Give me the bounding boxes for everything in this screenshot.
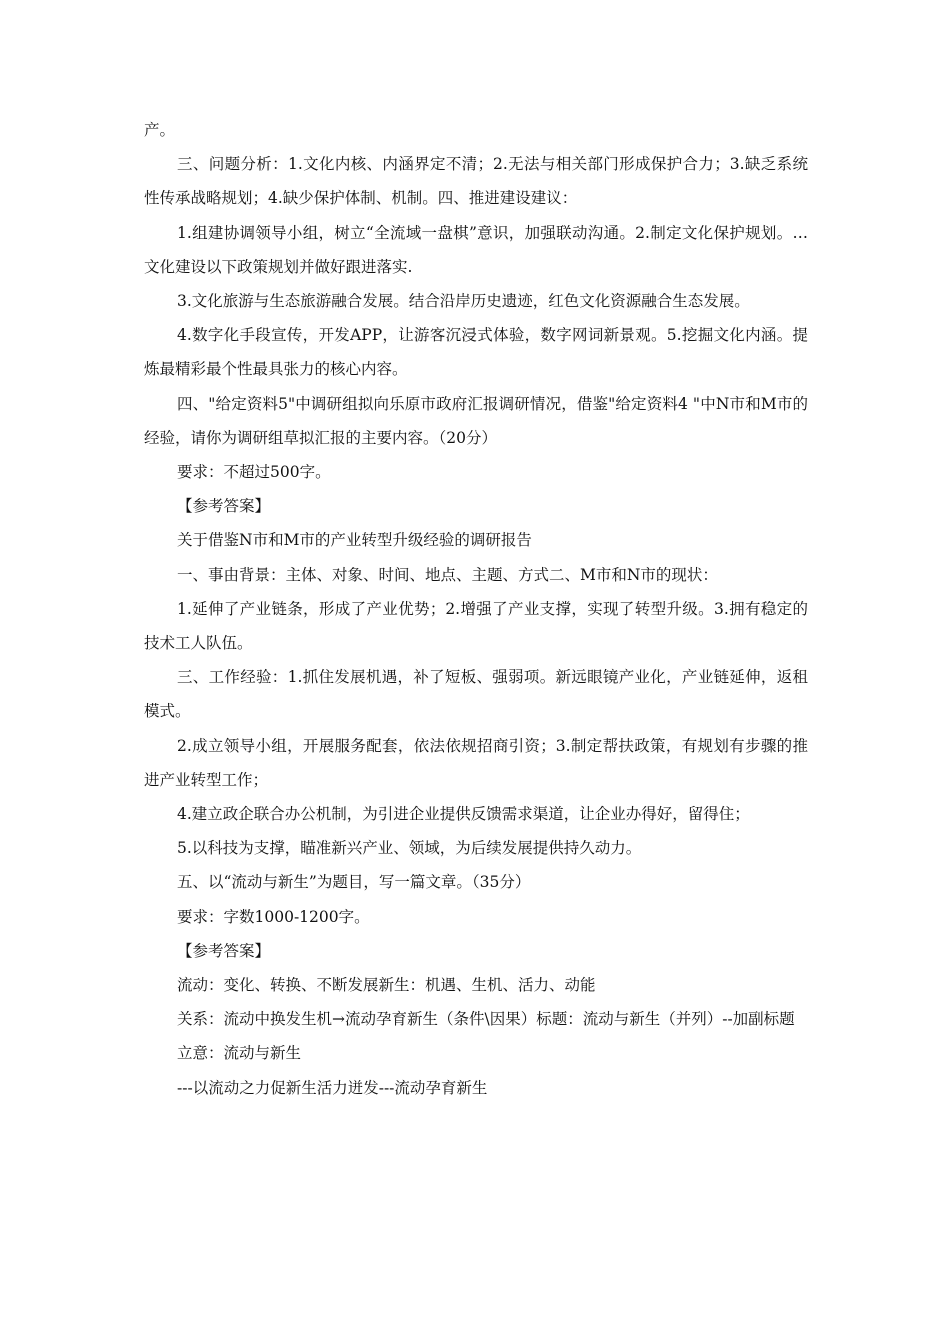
question-paragraph: 五、以“流动与新生”为题目，写一篇文章。（35分） bbox=[177, 873, 531, 892]
requirement-paragraph: 要求：不超过500字。 bbox=[177, 463, 331, 482]
paragraph: ---以流动之力促新生活力迸发---流动孕育新生 bbox=[177, 1078, 488, 1097]
paragraph: 2.成立领导小组，开展服务配套，依法依规招商引资；3.制定帮扶政策，有规划有步骤的推进产业转型工作； bbox=[144, 736, 808, 789]
requirement-paragraph: 要求：字数1000-1200字。 bbox=[177, 907, 370, 926]
paragraph: 关系：流动中换发生机→流动孕育新生（条件\因果）标题：流动与新生（并列）--加副标题 bbox=[177, 1010, 795, 1029]
paragraph: 一、事由背景：主体、对象、时间、地点、主题、方式二、M市和N市的现状： bbox=[177, 565, 718, 584]
paragraph: 4.建立政企联合办公机制，为引进企业提供反馈需求渠道，让企业办得好，留得住； bbox=[177, 805, 750, 824]
paragraph: 立意：流动与新生 bbox=[177, 1044, 302, 1063]
paragraph: 流动：变化、转换、不断发展新生：机遇、生机、活力、动能 bbox=[177, 976, 596, 995]
paragraph: 1.延伸了产业链条，形成了产业优势；2.增强了产业支撑，实现了转型升级。3.拥有稳定的技术工人队伍。 bbox=[144, 599, 808, 653]
paragraph: 5.以科技为支撑，瞄准新兴产业、领域，为后续发展提供持久动力。 bbox=[177, 839, 642, 858]
paragraph: 三、工作经验：1.抓住发展机遇，补了短板、强弱项。新远眼镜产业化，产业链延伸，返租模式。 bbox=[144, 668, 808, 721]
document-body bbox=[144, 113, 808, 1105]
paragraph: 三、问题分析：1.文化内核、内涵界定不清；2.无法与相关部门形成保护合力；3.缺乏系统性传承战略规划；4.缺少保护体制、机制。四、推进建设建议： bbox=[144, 155, 808, 208]
reference-answer-heading: 【参考答案】 bbox=[177, 941, 271, 960]
paragraph: 1.组建协调领导小组，树立“全流域一盘棋”意识，加强联动沟通。2.制定文化保护规划。…文化建设以下政策规划并做好跟进落实. bbox=[144, 223, 808, 276]
reference-answer-heading: 【参考答案】 bbox=[177, 497, 271, 516]
paragraph: 4.数字化手段宣传，开发APP，让游客沉浸式体验，数字网词新景观。5.挖掘文化内涵。提炼最精彩最个性最具张力的核心内容。 bbox=[144, 326, 808, 379]
report-title: 关于借鉴N市和M市的产业转型升级经验的调研报告 bbox=[177, 531, 532, 550]
paragraph: 产。 bbox=[144, 121, 176, 139]
question-paragraph: 四、"给定资料5"中调研组拟向乐原市政府汇报调研情况，借鉴"给定资料4 "中N市和M市的经验，请你为调研组草拟汇报的主要内容。（20分） bbox=[144, 394, 808, 447]
paragraph: 3.文化旅游与生态旅游融合发展。结合沿岸历史遗迹，红色文化资源融合生态发展。 bbox=[177, 292, 750, 311]
